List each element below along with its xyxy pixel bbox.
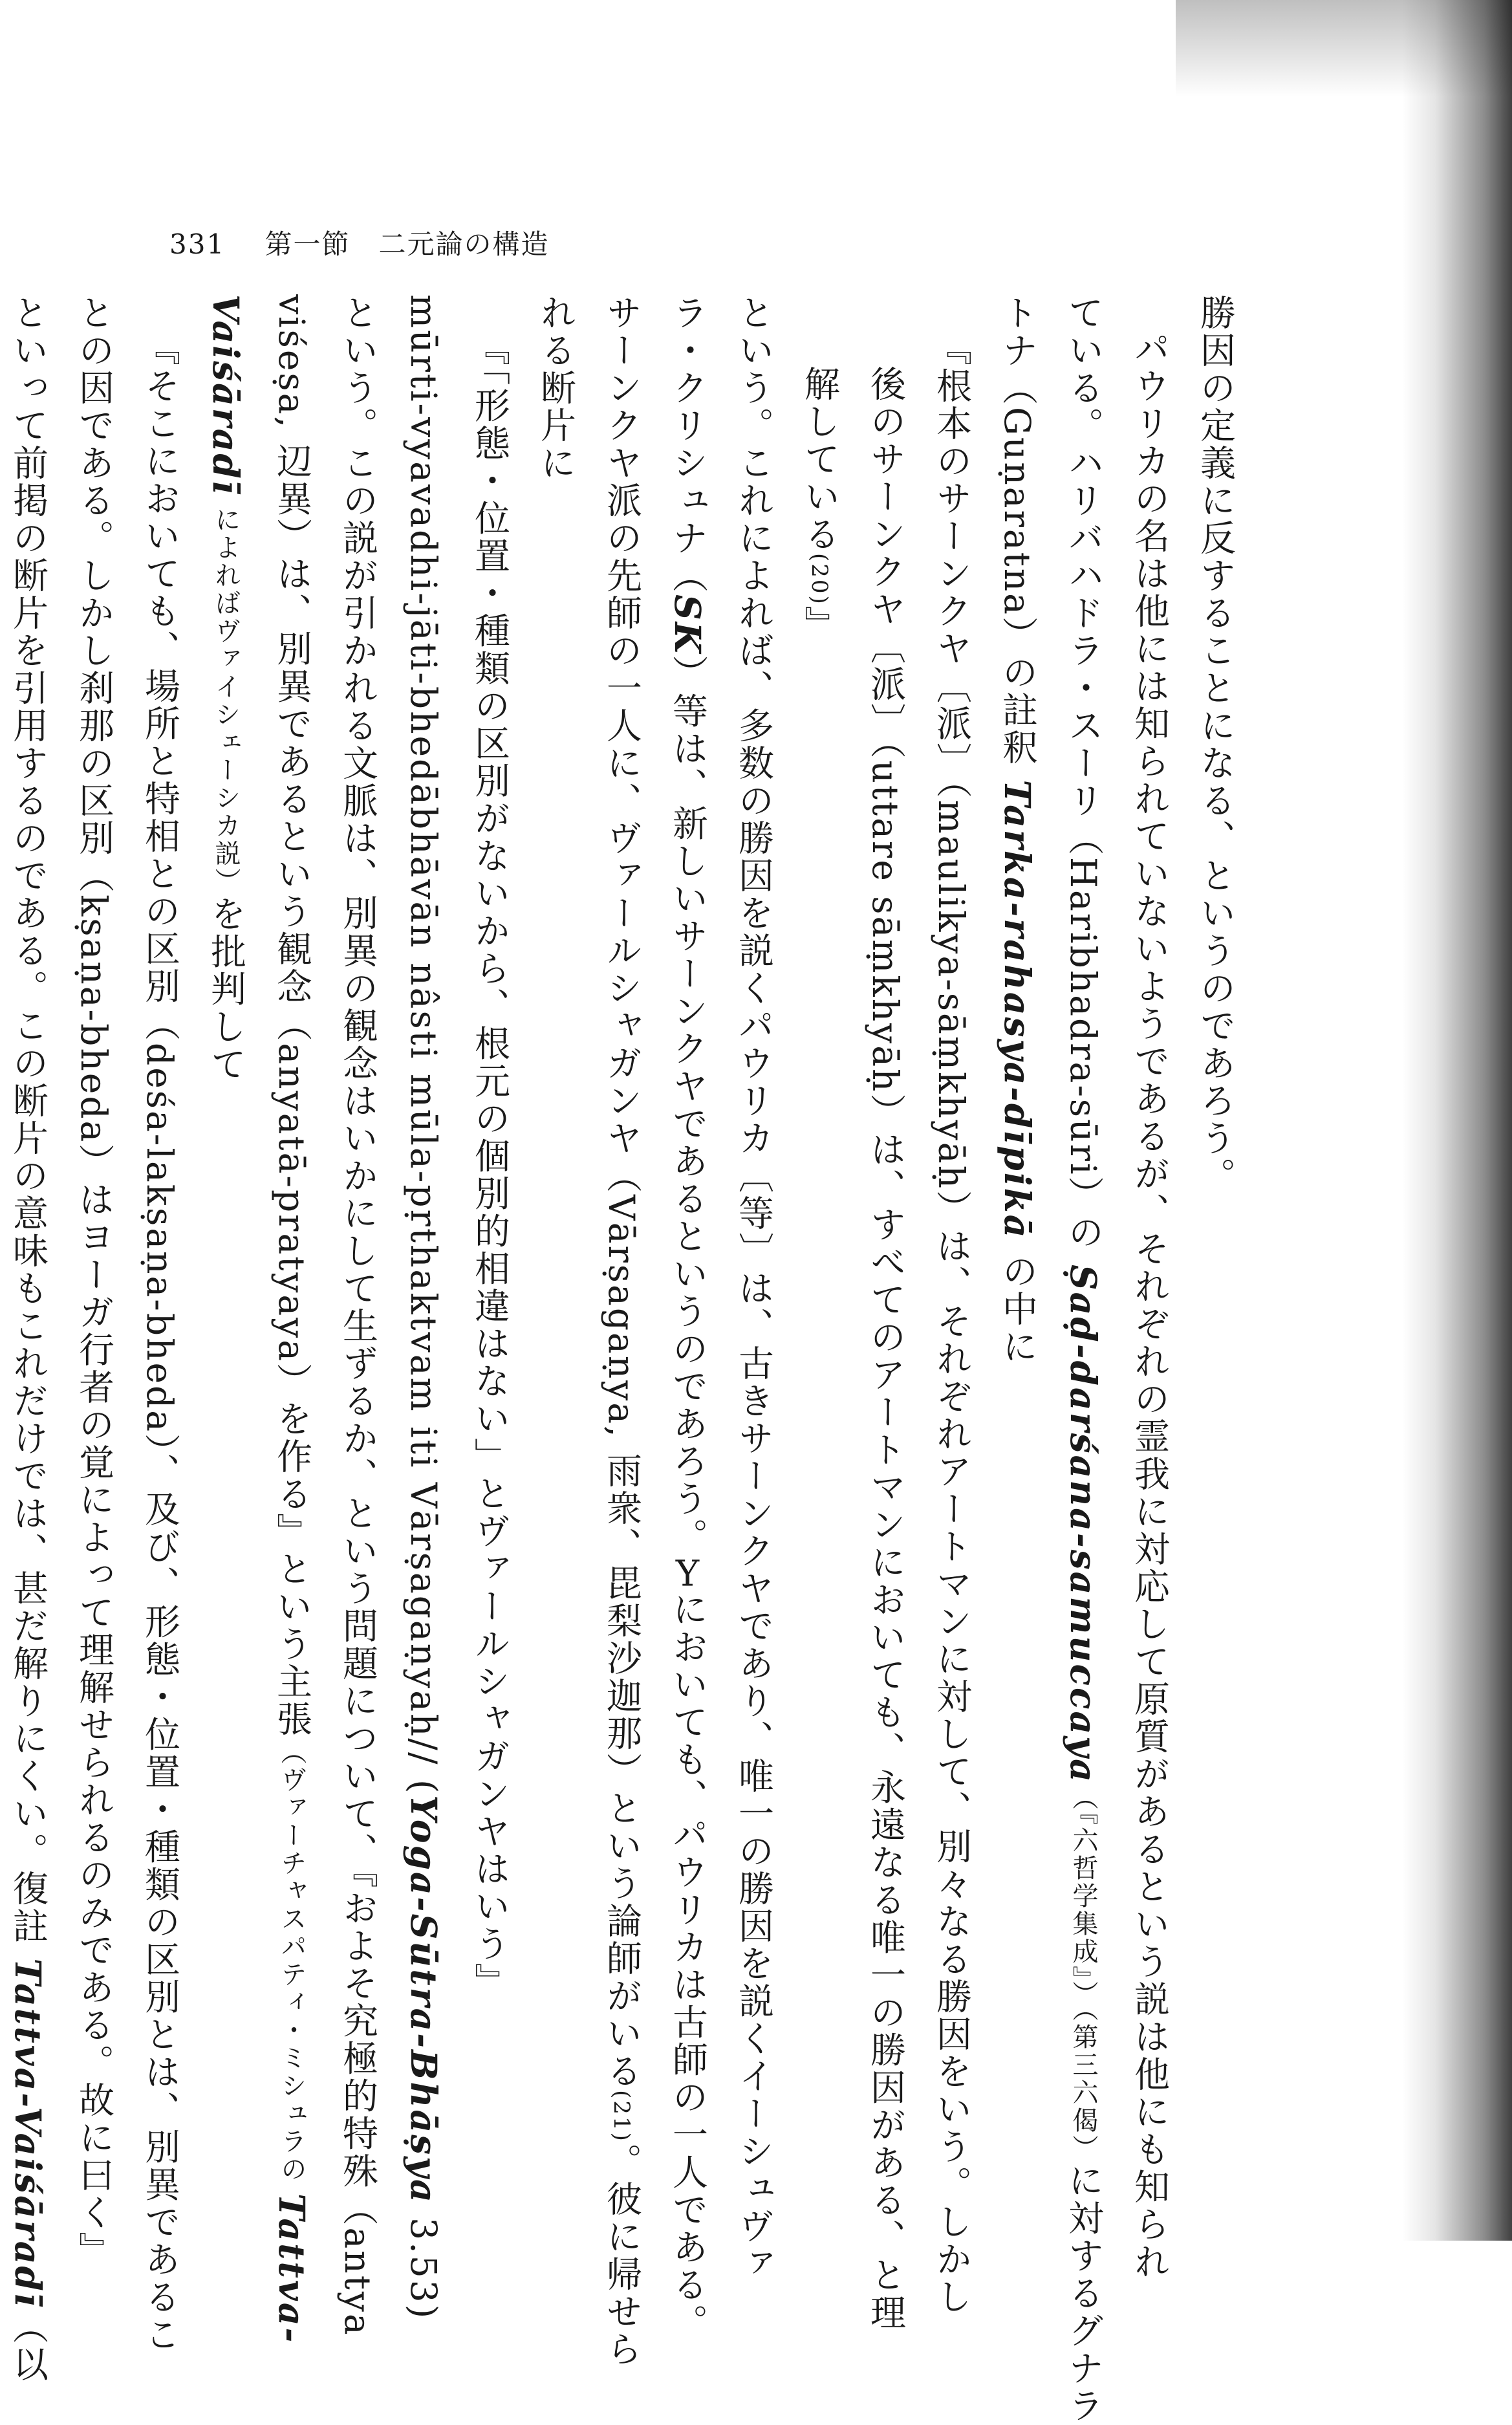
text-segment: との因である。しかし刹那の区別（kṣaṇa-bheda）はヨーガ行者の覚によって理解せられるのみである。故に曰く』: [73, 294, 114, 2270]
text-segment: ラ・クリシュナ（: [667, 294, 708, 594]
vertical-body-text: [7, 294, 1248, 2425]
text-segment: Yoga-Sūtra-Bhāṣya: [403, 1795, 445, 2204]
text-segment: という。これによれば、多数の勝因を説くパウリカ〔等〕は、古きサーンクヤであり、唯一の勝因を説くイーシュヴァ: [733, 294, 774, 2283]
text-line: [1182, 294, 1248, 1963]
text-segment: SK: [667, 594, 709, 655]
text-line: [391, 294, 457, 2321]
text-segment: といって前掲の断片を引用するのである。この断片の意味もこれだけでは、甚だ解りにくい。復註: [7, 294, 49, 1959]
text-segment: Ṣaḍ-darśana-samuccaya: [1063, 1264, 1105, 1784]
text-line: [0, 294, 61, 2384]
text-line: [786, 294, 852, 1963]
text-segment: ）等は、新しいサーンクヤであるというのであろう。: [667, 655, 708, 1556]
text-line: [984, 294, 1050, 1963]
text-line: [852, 294, 918, 2332]
text-line: [1116, 294, 1182, 2281]
text-segment: 』: [799, 605, 840, 644]
text-line: [127, 294, 193, 2354]
text-segment: に対するグナラ: [1063, 2162, 1104, 2425]
text-segment: という。この説が引かれる文脈は、別異の観念はいかにして生ずるか、という問題について、『およそ究極的特殊（antya: [337, 294, 378, 2337]
running-title: 第一節 二元論の構造: [265, 228, 550, 260]
text-line: [523, 294, 589, 1963]
text-segment: mūrti-vyavadhi-jāti-bhedābhāvān nâsti mūla-pṛthaktvam iti Vārṣagaṇyaḥ// (: [403, 294, 444, 1796]
text-line: [654, 294, 720, 2342]
text-segment: を批判して: [205, 895, 246, 1083]
text-segment: Tattva-: [271, 2193, 313, 2345]
text-segment: 『根本のサーンクヤ〔派〕（maulikya-sāṃkhyāḥ）は、それぞれアートマンに対して、別々なる勝因をいう。しかし: [931, 330, 972, 2316]
text-segment: 解している: [799, 365, 840, 553]
text-segment: Tattva-Vaiśāradī: [7, 1958, 49, 2309]
text-segment: （以: [7, 2308, 49, 2384]
footnote-ref: (20): [806, 553, 832, 606]
text-segment: viśeṣa, 辺異）は、別異であるという観念（anyatā-pratyaya）を作る』という主張: [271, 294, 312, 1739]
text-line: [259, 294, 325, 2345]
text-segment: トナ（Guṇaratna）の註釈: [997, 294, 1038, 780]
text-segment: れる断片に: [535, 294, 576, 482]
page-number: 331: [169, 228, 226, 260]
running-header: [169, 223, 550, 262]
text-segment: Tarka-rahasya-dīpikā: [997, 779, 1039, 1240]
text-line: [457, 294, 523, 2001]
text-segment: Y: [675, 1555, 700, 1591]
text-segment: （ヴァーチャスパティ・ミシュラの: [277, 1738, 307, 2193]
footnote-ref: (21): [609, 2090, 634, 2143]
text-segment: ている。ハリバハドラ・スーリ（Haribhadra-sūri）の: [1063, 294, 1104, 1265]
text-line: [720, 294, 786, 2283]
text-line: [193, 294, 259, 1963]
text-segment: 。彼に帰せら: [601, 2142, 642, 2368]
text-segment: の中に: [997, 1239, 1038, 1365]
text-segment: によればヴァイシェーシカ説）: [211, 495, 241, 896]
text-segment: 勝因の定義に反することになる、というのであろう。: [1194, 294, 1236, 1195]
text-segment: Vaiśāradī: [205, 294, 247, 496]
text-line: [589, 294, 654, 2368]
text-segment: （『六哲学集成』）（第三六偈）: [1068, 1783, 1098, 2162]
text-segment: パウリカの名は他には知られていないようであるが、それぞれの霊我に対応して原質があるという説は他にも知られ: [1129, 330, 1170, 2281]
text-segment: 『「形態・位置・種類の区別がないから、根元の個別的相違はない」とヴァールシャガンヤはいう』: [469, 330, 510, 2001]
text-line: [918, 294, 984, 2316]
text-line: [61, 294, 127, 2270]
text-segment: 後のサーンクヤ〔派〕（uttare sāṃkhyāḥ）は、すべてのアートマンにおいても、永遠なる唯一の勝因がある、と理: [865, 365, 906, 2332]
text-line: [1050, 294, 1116, 2425]
page-edge-shadow: [1402, 0, 1512, 2241]
text-segment: サーンクヤ派の先師の一人に、ヴァールシャガンヤ（Vārṣagaṇya, 雨衆、毘梨沙迦那）という論師がいる: [601, 294, 642, 2091]
text-line: [325, 294, 391, 2337]
text-segment: においても、パウリカは古師の一人である。: [667, 1591, 708, 2342]
text-segment: 『そこにおいても、場所と特相との区別（deśa-lakṣaṇa-bheda）、及び、形態・位置・種類の区別とは、別異であるこ: [139, 330, 180, 2354]
text-segment: 3.53): [403, 2204, 444, 2321]
